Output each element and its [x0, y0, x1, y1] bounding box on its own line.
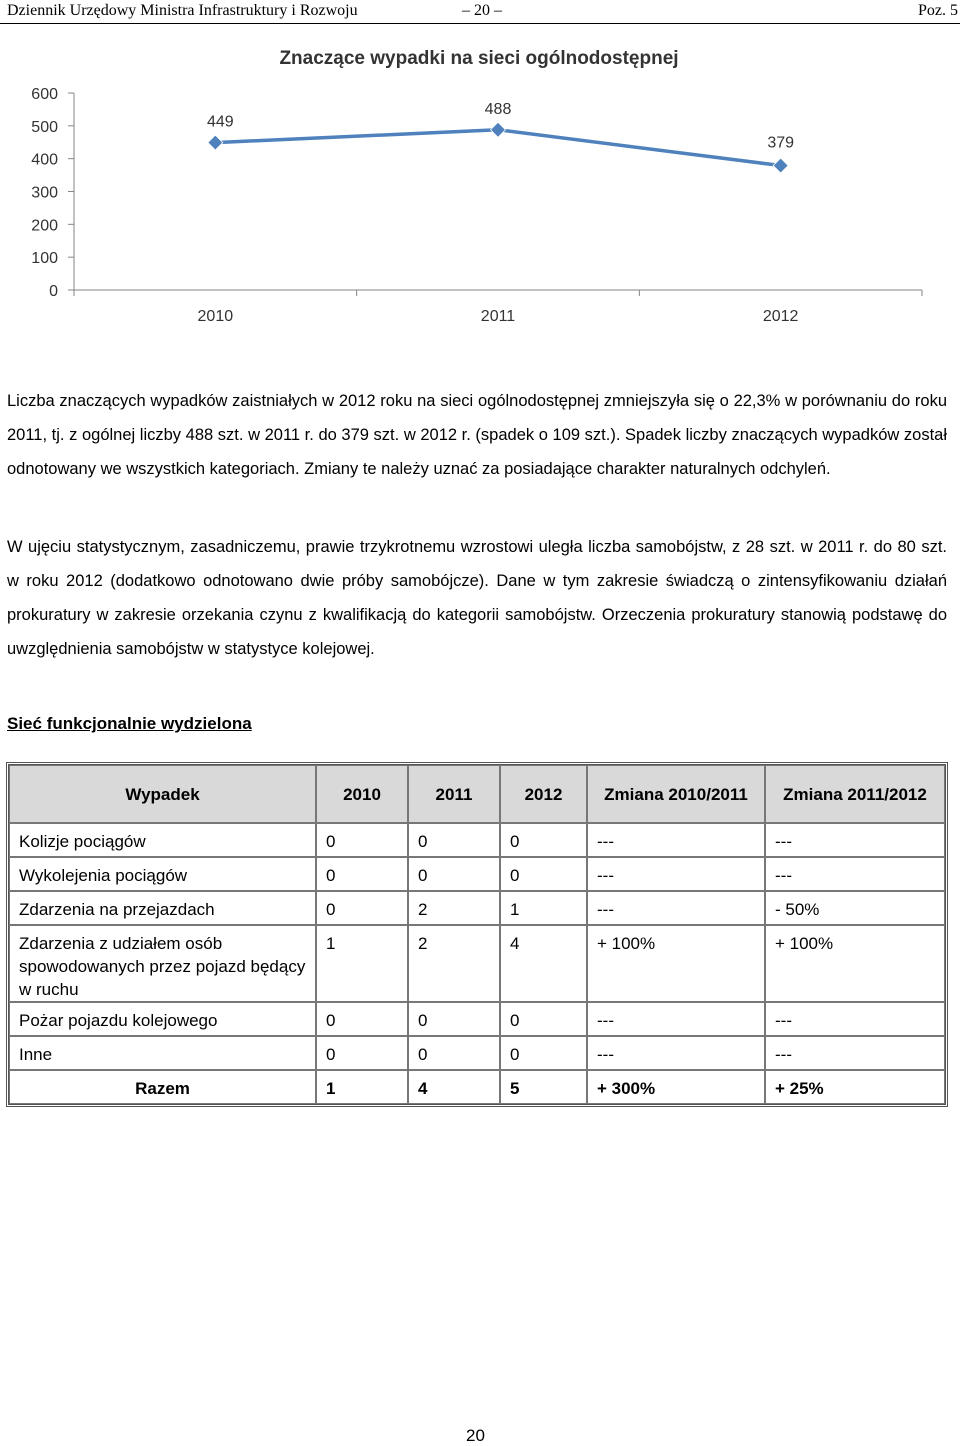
- table-cell: 0: [316, 1036, 408, 1070]
- table-cell: 4: [500, 925, 587, 1002]
- data-point-marker: [773, 158, 788, 173]
- x-tick-label: 2012: [762, 308, 799, 325]
- table-cell: - 50%: [765, 891, 945, 925]
- table-cell: Zdarzenia z udziałem osób spowodowanych przez pojazd będący w ruchu: [9, 925, 316, 1002]
- table-cell: 0: [408, 1036, 500, 1070]
- table-cell: 0: [500, 823, 587, 857]
- y-tick-label: 0: [49, 283, 58, 300]
- data-label: 379: [767, 134, 795, 152]
- column-header: Zmiana 2011/2012: [765, 765, 945, 823]
- table-row: [9, 925, 945, 1002]
- table-total-row: [9, 1070, 945, 1104]
- data-point-marker: [208, 135, 223, 150]
- y-tick-label: 100: [31, 250, 58, 268]
- data-label: 449: [206, 113, 234, 131]
- table-cell: 0: [316, 1002, 408, 1036]
- table-cell: + 25%: [765, 1070, 945, 1104]
- table-cell: 2: [408, 925, 500, 1002]
- table-cell: Inne: [9, 1036, 316, 1070]
- table-cell: 0: [500, 1036, 587, 1070]
- table-cell: ---: [765, 857, 945, 891]
- data-label: 488: [484, 100, 512, 118]
- table-cell: 1: [316, 1070, 408, 1104]
- table-cell: Wykolejenia pociągów: [9, 857, 316, 891]
- table-cell: 1: [500, 891, 587, 925]
- column-header: 2012: [500, 765, 587, 823]
- chart-series: [207, 101, 794, 173]
- table-cell: Kolizje pociągów: [9, 823, 316, 857]
- table-cell: ---: [587, 823, 765, 857]
- data-point-marker: [491, 122, 506, 137]
- table-cell: 0: [500, 1002, 587, 1036]
- table-cell: Pożar pojazdu kolejowego: [9, 1002, 316, 1036]
- chart-axes: [31, 86, 922, 325]
- column-header: Zmiana 2010/2011: [587, 765, 765, 823]
- x-tick-label: 2011: [480, 308, 516, 325]
- column-header: 2010: [316, 765, 408, 823]
- x-tick-label: 2010: [197, 308, 234, 325]
- incidents-table: [6, 762, 948, 1107]
- y-tick-label: 600: [31, 86, 58, 103]
- table-cell: 4: [408, 1070, 500, 1104]
- table-cell: ---: [587, 857, 765, 891]
- table-row: [9, 823, 945, 857]
- position-number: Poz. 5: [918, 2, 958, 19]
- table-cell: ---: [587, 1002, 765, 1036]
- table-cell: 5: [500, 1070, 587, 1104]
- table-cell: ---: [765, 1036, 945, 1070]
- table-header-row: [9, 765, 945, 823]
- page-header: [0, 0, 960, 24]
- table-cell: Zdarzenia na przejazdach: [9, 891, 316, 925]
- table-cell: + 100%: [765, 925, 945, 1002]
- table-cell: ---: [765, 823, 945, 857]
- table-row: [9, 1036, 945, 1070]
- table-cell: + 100%: [587, 925, 765, 1002]
- table-cell: ---: [587, 891, 765, 925]
- table-row: [9, 857, 945, 891]
- accidents-line-chart: [0, 30, 960, 330]
- journal-title: Dziennik Urzędowy Ministra Infrastruktury i Rozwoju: [7, 2, 358, 19]
- table-cell: 0: [408, 1002, 500, 1036]
- table-cell: 0: [316, 891, 408, 925]
- table-row: [9, 891, 945, 925]
- table-cell: 0: [408, 857, 500, 891]
- table-row: [9, 1002, 945, 1036]
- table-cell: 0: [500, 857, 587, 891]
- y-tick-label: 500: [31, 118, 58, 136]
- table-cell: Razem: [9, 1070, 316, 1104]
- y-tick-label: 300: [31, 184, 58, 202]
- table-cell: + 300%: [587, 1070, 765, 1104]
- table-cell: 2: [408, 891, 500, 925]
- table-cell: 0: [408, 823, 500, 857]
- table-cell: ---: [587, 1036, 765, 1070]
- y-tick-label: 400: [31, 151, 58, 169]
- paragraph-suicides: W ujęciu statystycznym, zasadniczemu, prawie trzykrotnemu wzrostowi uległa liczba samobójstw, z 28 szt. w 2011 r. do 80 szt. w roku 2012 (dodatkowo odnotowano dwie próby samobójcze). Dane w tym zakresie świadczą o zintensyfikowaniu działań prokuratury w zakresie orzekania czynu z kwalifikacją do kategorii samobójstw. Orzeczenia prokuratury stanowią podstawę do uwzględnienia samobójstw w statystyce kolejowej.: [7, 538, 947, 658]
- header-page-number: – 20 –: [462, 2, 502, 19]
- chart-title: Znaczące wypadki na sieci ogólnodostępnej: [279, 48, 679, 69]
- table-cell: 0: [316, 857, 408, 891]
- column-header: Wypadek: [9, 765, 316, 823]
- column-header: 2011: [408, 765, 500, 823]
- table-cell: ---: [765, 1002, 945, 1036]
- table-cell: 0: [316, 823, 408, 857]
- paragraph-summary: Liczba znaczących wypadków zaistniałych w 2012 roku na sieci ogólnodostępnej zmniejszyła się o 22,3% w porównaniu do roku 2011, tj. z ogólnej liczby 488 szt. w 2011 r. do 379 szt. w 2012 r. (spadek o 109 szt.). Spadek liczby znaczących wypadków został odnotowany we wszystkich kategoriach. Zmiany te należy uznać za posiadające charakter naturalnych odchyleń.: [7, 392, 947, 478]
- section-title: Sieć funkcjonalnie wydzielona: [7, 714, 252, 733]
- y-tick-label: 200: [31, 217, 58, 235]
- page-number: 20: [466, 1426, 485, 1445]
- table-cell: 1: [316, 925, 408, 1002]
